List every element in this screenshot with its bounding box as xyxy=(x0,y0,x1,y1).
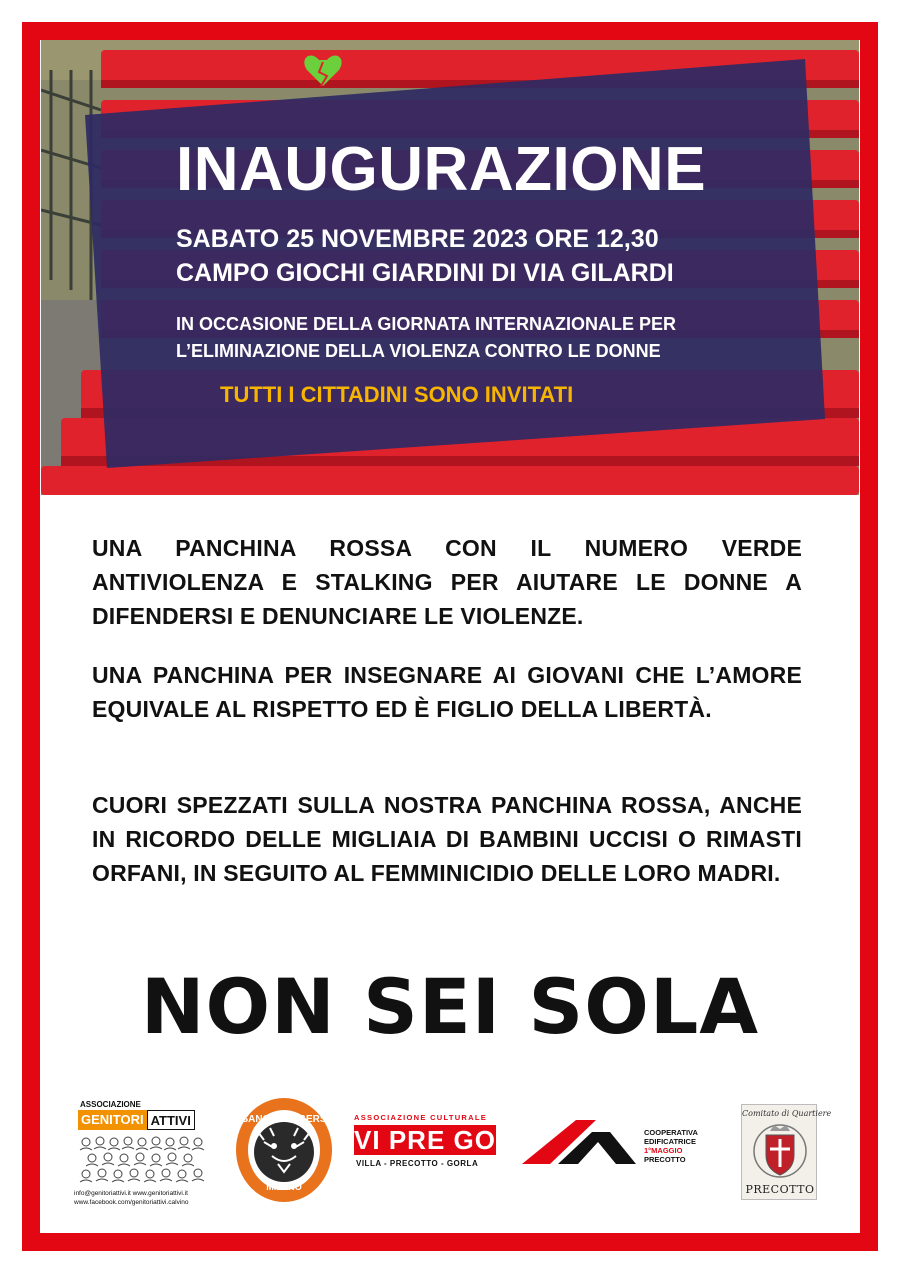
sangas-tigers-logo xyxy=(234,1096,334,1204)
viprego-subtitle: VILLA - PRECOTTO - GORLA xyxy=(356,1159,479,1168)
comitato-precotto-logo xyxy=(741,1104,832,1200)
coop-line-3: 1°MAGGIO xyxy=(644,1146,683,1155)
coop-line-2: EDIFICATRICE xyxy=(644,1137,696,1146)
genitori-attivi-wordmark xyxy=(78,1110,195,1130)
attivi-word: ATTIVI xyxy=(147,1110,195,1130)
viprego-name: VI PRE GO xyxy=(354,1125,496,1155)
comitato-label: Comitato di Quartiere xyxy=(742,1109,832,1118)
genitori-word: GENITORI xyxy=(78,1110,147,1130)
paragraph-panchina-numero-verde: UNA PANCHINA ROSSA CON IL NUMERO VERDE ANTIVIOLENZA E STALKING PER AIUTARE LE DONNE A DIFENDERSI E DENUNCIARE LE VIOLENZE. xyxy=(92,535,802,629)
genitori-contact: info@genitoriattivi.it www.genitoriattivi.it xyxy=(74,1190,188,1197)
genitori-attivi-logo xyxy=(74,1100,210,1210)
coop-line-4: PRECOTTO xyxy=(644,1155,686,1164)
tigers-city: MILANO xyxy=(266,1182,302,1192)
roof-icon xyxy=(518,1112,640,1172)
tigers-name: SANGA’S TIGERS xyxy=(241,1114,327,1125)
event-date: SABATO 25 NOVEMBRE 2023 ORE 12,30 xyxy=(176,225,659,253)
invitation-text: TUTTI I CITTADINI SONO INVITATI xyxy=(220,382,574,407)
occasion-line-2: L’ELIMINAZIONE DELLA VIOLENZA CONTRO LE DONNE xyxy=(176,341,661,361)
viprego-assoc-label: ASSOCIAZIONE CULTURALE xyxy=(354,1113,488,1122)
comitato-precotto-label: PRECOTTO xyxy=(745,1183,815,1196)
genitori-facebook: www.facebook.com/genitoriattivi.calvino xyxy=(74,1199,189,1206)
cooperativa-logo xyxy=(518,1112,718,1172)
genitori-assoc-label: ASSOCIAZIONE xyxy=(80,1100,141,1109)
viprego-logo xyxy=(350,1113,500,1175)
crowd-drawing-icon xyxy=(78,1134,206,1188)
event-title: INAUGURAZIONE xyxy=(176,135,707,204)
event-place: CAMPO GIOCHI GIARDINI DI VIA GILARDI xyxy=(176,259,674,287)
paragraph-panchina-giovani: UNA PANCHINA PER INSEGNARE AI GIOVANI CHE L’AMORE EQUIVALE AL RISPETTO ED È FIGLIO DELLA LIBERTÀ. xyxy=(92,662,802,722)
slogan-heading: NON SEI SOLA xyxy=(140,962,760,1051)
coop-line-1: COOPERATIVA xyxy=(644,1128,698,1137)
paragraph-cuori-spezzati: CUORI SPEZZATI SULLA NOSTRA PANCHINA ROSSA, ANCHE IN RICORDO DELLE MIGLIAIA DI BAMBINI UCCISI O RIMASTI ORFANI, IN SEGUITO AL FEMMINICIDIO DELLE LORO MADRI. xyxy=(92,792,802,886)
occasion-line-1: IN OCCASIONE DELLA GIORNATA INTERNAZIONALE PER xyxy=(176,314,677,334)
